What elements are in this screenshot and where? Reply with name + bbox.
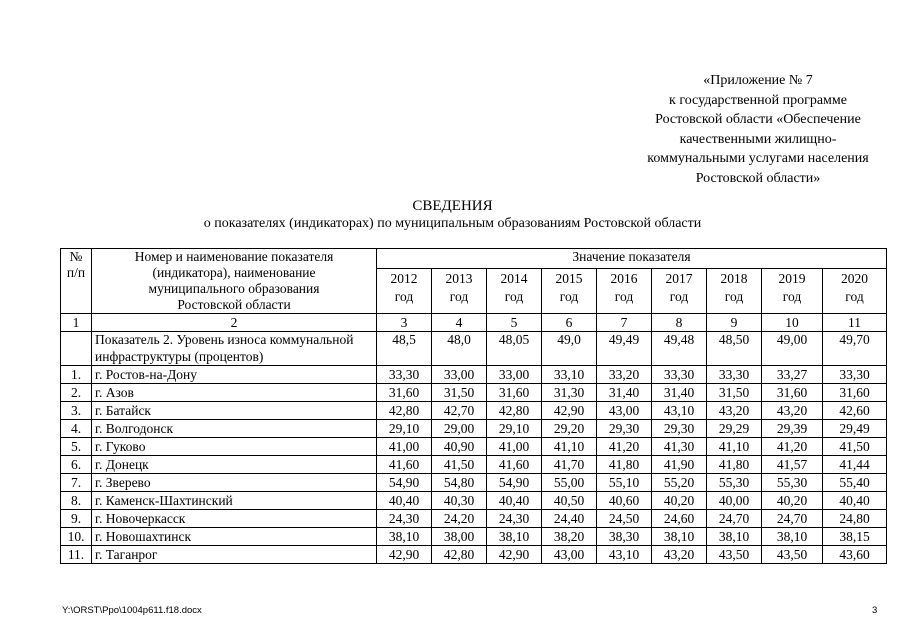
value-cell: 24,80 bbox=[823, 510, 887, 528]
year-header bbox=[377, 269, 432, 314]
year-label: 2020 bbox=[841, 271, 868, 287]
value-cell: 38,10 bbox=[377, 528, 432, 546]
value-cell: 41,20 bbox=[762, 438, 823, 456]
value-cell: 29,29 bbox=[707, 420, 762, 438]
value-cell: 33,00 bbox=[432, 366, 487, 384]
value-cell: 31,60 bbox=[487, 384, 542, 402]
value-cell: 33,10 bbox=[542, 366, 597, 384]
value-cell: 40,20 bbox=[762, 492, 823, 510]
value-cell: 29,10 bbox=[377, 420, 432, 438]
row-number: 2. bbox=[61, 384, 92, 402]
column-number: 2 bbox=[92, 314, 377, 332]
value-cell: 33,27 bbox=[762, 366, 823, 384]
value-cell: 41,20 bbox=[597, 438, 652, 456]
value-cell: 24,60 bbox=[652, 510, 707, 528]
value-cell: 43,20 bbox=[652, 546, 707, 564]
value-cell: 38,30 bbox=[597, 528, 652, 546]
row-number: 7. bbox=[61, 474, 92, 492]
year-header bbox=[823, 269, 887, 314]
value-cell: 38,10 bbox=[487, 528, 542, 546]
table-row bbox=[61, 420, 887, 438]
value-cell: 29,49 bbox=[823, 420, 887, 438]
value-cell: 42,70 bbox=[432, 402, 487, 420]
year-label: 2019 bbox=[778, 271, 806, 287]
indicator-value: 48,5 bbox=[377, 332, 432, 366]
value-cell: 41,00 bbox=[487, 438, 542, 456]
value-cell: 42,90 bbox=[487, 546, 542, 564]
value-cell: 38,20 bbox=[542, 528, 597, 546]
value-cell: 43,60 bbox=[823, 546, 887, 564]
appendix-line: качественными жилищно- bbox=[679, 131, 837, 147]
value-cell: 29,10 bbox=[487, 420, 542, 438]
row-number: 1. bbox=[61, 366, 92, 384]
indicator-name: Показатель 2. Уровень износа коммунальной инфраструктуры (процентов) bbox=[92, 332, 377, 366]
value-cell: 40,40 bbox=[823, 492, 887, 510]
value-cell: 41,60 bbox=[487, 456, 542, 474]
value-cell: 40,40 bbox=[487, 492, 542, 510]
value-cell: 54,80 bbox=[432, 474, 487, 492]
value-cell: 40,90 bbox=[432, 438, 487, 456]
value-cell: 24,40 bbox=[542, 510, 597, 528]
value-cell: 42,90 bbox=[542, 402, 597, 420]
value-cell: 41,50 bbox=[823, 438, 887, 456]
indicator-value: 48,50 bbox=[707, 332, 762, 366]
value-cell: 24,70 bbox=[707, 510, 762, 528]
value-cell: 42,80 bbox=[377, 402, 432, 420]
municipality-name: г. Ростов-на-Дону bbox=[92, 366, 377, 384]
table-row bbox=[61, 456, 887, 474]
document-title: СВЕДЕНИЯ bbox=[412, 198, 493, 214]
header-name: Номер и наименование показателя (индикатора), наименование муниципального образования Ростовской области bbox=[92, 249, 377, 314]
table-row bbox=[61, 366, 887, 384]
value-cell: 33,20 bbox=[597, 366, 652, 384]
value-cell: 38,00 bbox=[432, 528, 487, 546]
table-row bbox=[61, 402, 887, 420]
column-number: 11 bbox=[823, 314, 887, 332]
value-cell: 31,60 bbox=[377, 384, 432, 402]
value-cell: 40,50 bbox=[542, 492, 597, 510]
value-cell: 33,30 bbox=[652, 366, 707, 384]
value-cell: 24,30 bbox=[487, 510, 542, 528]
year-header bbox=[487, 269, 542, 314]
value-cell: 54,90 bbox=[487, 474, 542, 492]
year-suffix: год bbox=[724, 289, 744, 305]
indicators-table bbox=[60, 248, 887, 564]
value-cell: 33,30 bbox=[823, 366, 887, 384]
value-cell: 38,10 bbox=[762, 528, 823, 546]
value-cell: 41,44 bbox=[823, 456, 887, 474]
year-label: 2014 bbox=[500, 271, 528, 287]
municipality-name: г. Донецк bbox=[92, 456, 377, 474]
municipality-name: г. Азов bbox=[92, 384, 377, 402]
value-cell: 43,10 bbox=[652, 402, 707, 420]
municipality-name: г. Гуково bbox=[92, 438, 377, 456]
column-number: 1 bbox=[61, 314, 92, 332]
year-suffix: год bbox=[669, 289, 689, 305]
header-value: Значение показателя bbox=[377, 249, 887, 269]
year-suffix: год bbox=[559, 289, 579, 305]
value-cell: 31,40 bbox=[652, 384, 707, 402]
value-cell: 42,80 bbox=[432, 546, 487, 564]
value-cell: 55,30 bbox=[762, 474, 823, 492]
year-header bbox=[707, 269, 762, 314]
value-cell: 29,39 bbox=[762, 420, 823, 438]
table-row bbox=[61, 546, 887, 564]
value-cell: 29,30 bbox=[652, 420, 707, 438]
value-cell: 43,50 bbox=[707, 546, 762, 564]
indicator-value: 49,0 bbox=[542, 332, 597, 366]
file-path: Y:\ORST\Ppo\1004p611.f18.docx bbox=[62, 605, 202, 616]
appendix-line: Ростовской области «Обеспечение bbox=[655, 112, 861, 128]
value-cell: 55,10 bbox=[597, 474, 652, 492]
column-number: 10 bbox=[762, 314, 823, 332]
year-label: 2018 bbox=[720, 271, 748, 287]
municipality-name: г. Волгодонск bbox=[92, 420, 377, 438]
appendix-header bbox=[598, 71, 905, 189]
value-cell: 33,30 bbox=[707, 366, 762, 384]
value-cell: 41,80 bbox=[597, 456, 652, 474]
year-label: 2017 bbox=[665, 271, 693, 287]
value-cell: 40,40 bbox=[377, 492, 432, 510]
value-cell: 40,20 bbox=[652, 492, 707, 510]
appendix-line: «Приложение № 7 bbox=[703, 73, 813, 88]
value-cell: 41,60 bbox=[377, 456, 432, 474]
indicator-value: 49,49 bbox=[597, 332, 652, 366]
value-cell: 43,00 bbox=[597, 402, 652, 420]
column-number: 4 bbox=[432, 314, 487, 332]
value-cell: 31,40 bbox=[597, 384, 652, 402]
value-cell: 54,90 bbox=[377, 474, 432, 492]
indicator-value: 49,00 bbox=[762, 332, 823, 366]
value-cell: 55,20 bbox=[652, 474, 707, 492]
indicator-value: 49,70 bbox=[823, 332, 887, 366]
year-header bbox=[597, 269, 652, 314]
value-cell: 41,80 bbox=[707, 456, 762, 474]
value-cell: 31,60 bbox=[762, 384, 823, 402]
value-cell: 43,10 bbox=[597, 546, 652, 564]
column-number: 8 bbox=[652, 314, 707, 332]
table-row bbox=[61, 438, 887, 456]
table-row bbox=[61, 492, 887, 510]
value-cell: 55,40 bbox=[823, 474, 887, 492]
column-number: 5 bbox=[487, 314, 542, 332]
appendix-line: к государственной программе bbox=[669, 92, 847, 108]
value-cell: 55,00 bbox=[542, 474, 597, 492]
municipality-name: г. Новошахтинск bbox=[92, 528, 377, 546]
row-number: 6. bbox=[61, 456, 92, 474]
municipality-name: г. Батайск bbox=[92, 402, 377, 420]
appendix-line: Ростовской области» bbox=[695, 170, 821, 186]
value-cell: 29,20 bbox=[542, 420, 597, 438]
indicator-row bbox=[61, 332, 887, 366]
value-cell: 41,90 bbox=[652, 456, 707, 474]
value-cell: 31,30 bbox=[542, 384, 597, 402]
value-cell: 43,20 bbox=[762, 402, 823, 420]
municipality-name: г. Каменск-Шахтинский bbox=[92, 492, 377, 510]
value-cell: 41,30 bbox=[652, 438, 707, 456]
value-cell: 42,80 bbox=[487, 402, 542, 420]
value-cell: 43,50 bbox=[762, 546, 823, 564]
value-cell: 40,00 bbox=[707, 492, 762, 510]
value-cell: 41,10 bbox=[707, 438, 762, 456]
header-number: № п/п bbox=[61, 249, 92, 314]
value-cell: 31,50 bbox=[707, 384, 762, 402]
indicator-value: 49,48 bbox=[652, 332, 707, 366]
table-row bbox=[61, 474, 887, 492]
value-cell: 31,50 bbox=[432, 384, 487, 402]
page-number: 3 bbox=[872, 605, 878, 616]
value-cell: 43,20 bbox=[707, 402, 762, 420]
year-label: 2013 bbox=[445, 271, 473, 287]
municipality-name: г. Новочеркасск bbox=[92, 510, 377, 528]
value-cell: 41,00 bbox=[377, 438, 432, 456]
value-cell: 42,60 bbox=[823, 402, 887, 420]
municipality-name: г. Таганрог bbox=[92, 546, 377, 564]
year-suffix: год bbox=[782, 289, 802, 305]
appendix-line: коммунальными услугами населения bbox=[647, 151, 869, 167]
value-cell: 40,30 bbox=[432, 492, 487, 510]
value-cell: 42,90 bbox=[377, 546, 432, 564]
year-label: 2016 bbox=[610, 271, 638, 287]
year-header bbox=[762, 269, 823, 314]
row-number: 4. bbox=[61, 420, 92, 438]
municipality-name: г. Зверево bbox=[92, 474, 377, 492]
value-cell: 55,30 bbox=[707, 474, 762, 492]
table-row bbox=[61, 528, 887, 546]
row-number: 8. bbox=[61, 492, 92, 510]
year-suffix: год bbox=[504, 289, 524, 305]
row-number: 3. bbox=[61, 402, 92, 420]
year-suffix: год bbox=[394, 289, 414, 305]
year-suffix: год bbox=[449, 289, 469, 305]
value-cell: 33,00 bbox=[487, 366, 542, 384]
year-suffix: год bbox=[614, 289, 634, 305]
value-cell: 41,10 bbox=[542, 438, 597, 456]
row-number bbox=[61, 332, 92, 366]
year-suffix: год bbox=[845, 289, 864, 305]
column-number: 3 bbox=[377, 314, 432, 332]
value-cell: 41,70 bbox=[542, 456, 597, 474]
year-label: 2012 bbox=[390, 271, 418, 287]
value-cell: 41,57 bbox=[762, 456, 823, 474]
year-header bbox=[652, 269, 707, 314]
value-cell: 24,30 bbox=[377, 510, 432, 528]
value-cell: 38,10 bbox=[652, 528, 707, 546]
value-cell: 24,20 bbox=[432, 510, 487, 528]
year-header bbox=[432, 269, 487, 314]
table-row bbox=[61, 384, 887, 402]
value-cell: 29,30 bbox=[597, 420, 652, 438]
row-number: 11. bbox=[61, 546, 92, 564]
table-row bbox=[61, 510, 887, 528]
value-cell: 41,50 bbox=[432, 456, 487, 474]
indicator-value: 48,05 bbox=[487, 332, 542, 366]
row-number: 9. bbox=[61, 510, 92, 528]
value-cell: 29,00 bbox=[432, 420, 487, 438]
row-number: 10. bbox=[61, 528, 92, 546]
column-number: 6 bbox=[542, 314, 597, 332]
year-header bbox=[542, 269, 597, 314]
value-cell: 38,15 bbox=[823, 528, 887, 546]
indicator-value: 48,0 bbox=[432, 332, 487, 366]
column-number: 9 bbox=[707, 314, 762, 332]
year-label: 2015 bbox=[555, 271, 583, 287]
value-cell: 33,30 bbox=[377, 366, 432, 384]
value-cell: 40,60 bbox=[597, 492, 652, 510]
value-cell: 24,50 bbox=[597, 510, 652, 528]
row-number: 5. bbox=[61, 438, 92, 456]
value-cell: 24,70 bbox=[762, 510, 823, 528]
document-subtitle: о показателях (индикаторах) по муниципальным образованиям Ростовской области bbox=[203, 216, 702, 231]
value-cell: 31,60 bbox=[823, 384, 887, 402]
value-cell: 38,10 bbox=[707, 528, 762, 546]
column-number: 7 bbox=[597, 314, 652, 332]
value-cell: 43,00 bbox=[542, 546, 597, 564]
